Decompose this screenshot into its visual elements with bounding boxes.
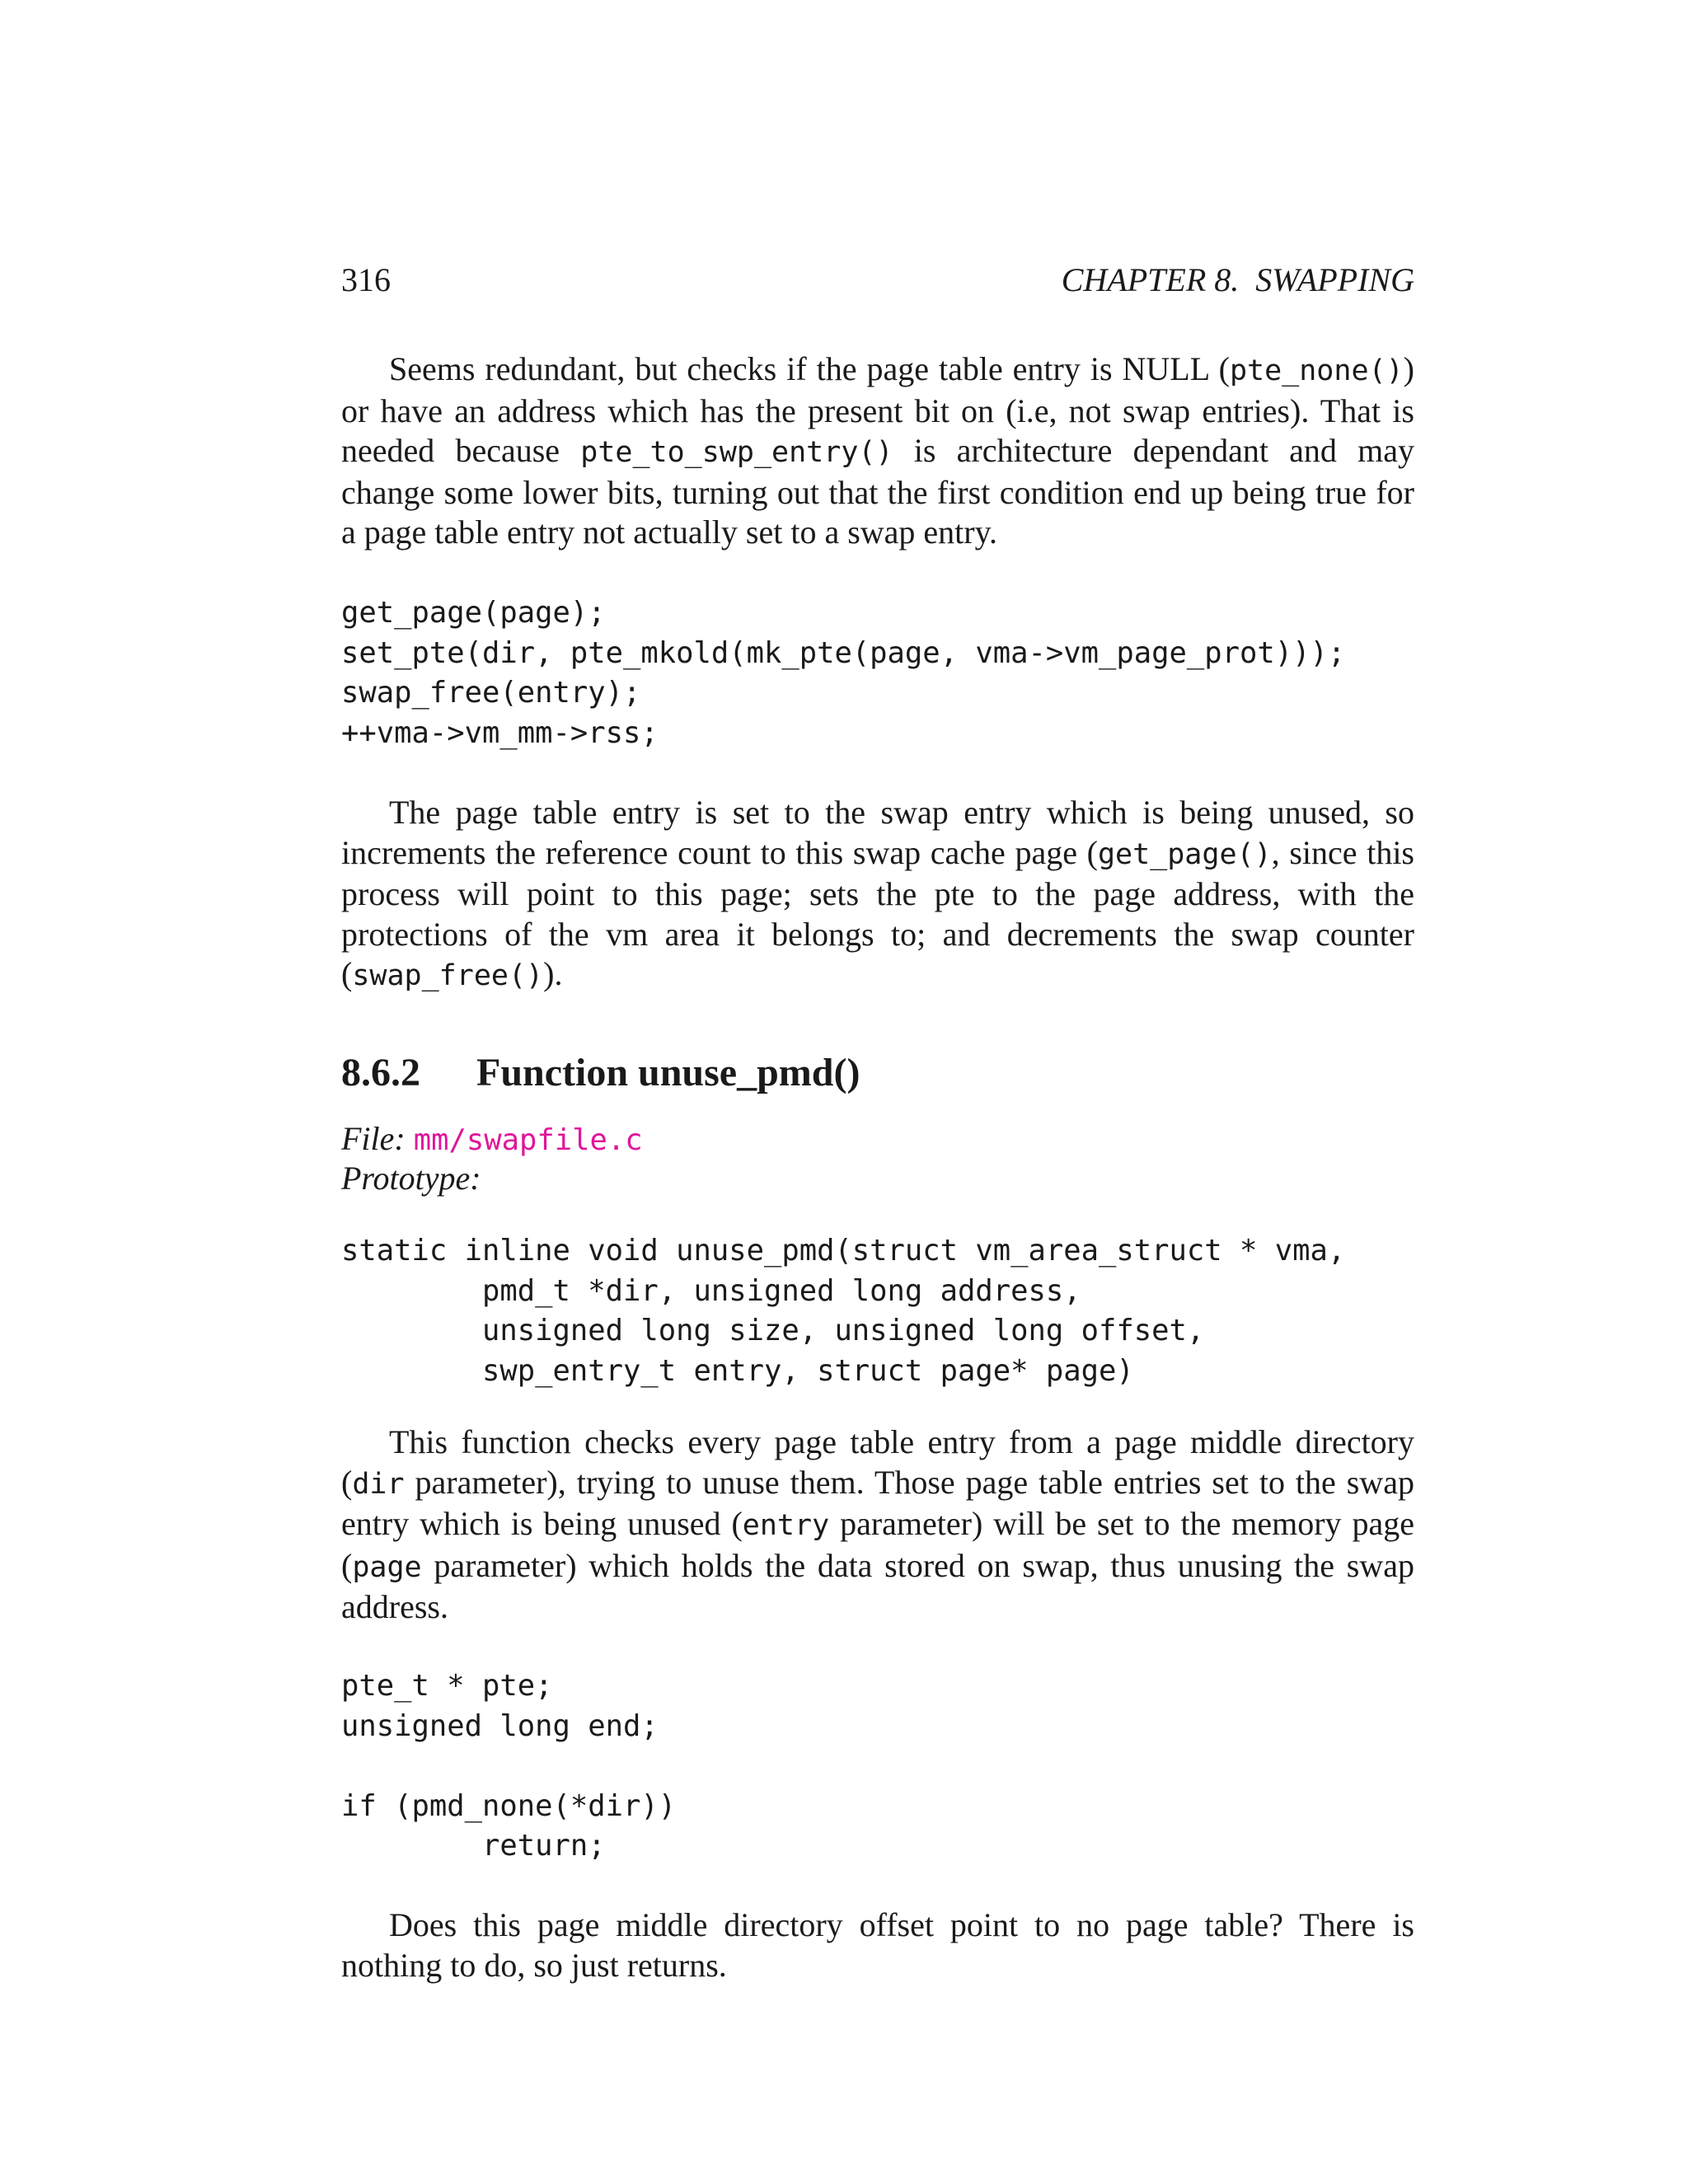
code-block-get-page — [341, 593, 1414, 753]
inline-code: swap_free() — [352, 959, 544, 992]
code-block-pte-declarations — [341, 1666, 1414, 1867]
inline-code: pte_to_swp_entry() — [580, 436, 893, 469]
para-text: ). — [543, 955, 563, 992]
prototype-line — [341, 1159, 1414, 1199]
prototype-label: Prototype: — [341, 1160, 481, 1197]
para-text: ) or have an address which has the present bit on (i.e, not swap entries). That is needed because — [341, 350, 1414, 469]
running-header — [341, 260, 1414, 307]
inline-code: dir — [352, 1467, 405, 1501]
section-heading — [341, 1048, 1414, 1098]
inline-code: entry — [742, 1509, 830, 1542]
inline-code: page — [352, 1550, 422, 1584]
page-number: 316 — [341, 261, 391, 298]
paragraph-pte-set — [341, 793, 1414, 996]
paragraph-pmd-none — [341, 1905, 1414, 1985]
code-listing: get_page(page); set_pte(dir, pte_mkold(mk_pte(page, vma->vm_page_prot))); swap_free(entry); ++vma->vm_mm->rss; — [341, 596, 1346, 750]
code-listing: static inline void unuse_pmd(struct vm_area_struct * vma, pmd_t *dir, unsigned long address, unsigned long size, unsigned long offset, swp_entry_t entry, struct page* page) — [341, 1234, 1346, 1388]
file-line — [341, 1119, 1414, 1161]
code-listing: pte_t * pte; unsigned long end; if (pmd_none(*dir)) return; — [341, 1669, 677, 1863]
paragraph-pte-check — [341, 349, 1414, 553]
inline-code: get_page() — [1097, 837, 1272, 871]
file-label: File: — [341, 1120, 406, 1157]
para-text: parameter) which holds the data stored on swap, thus unusing the swap address. — [341, 1546, 1414, 1625]
para-text: This function checks every page table entry from a page middle directory ( — [341, 1423, 1414, 1501]
para-text: parameter) will be set to the memory page ( — [341, 1505, 1414, 1584]
code-block-prototype — [341, 1231, 1414, 1391]
para-text: The page table entry is set to the swap entry which is being unused, so increments the reference count to this swap cache page ( — [341, 794, 1414, 871]
section-title: Function unuse_pmd() — [476, 1051, 860, 1094]
para-text: , since this process will point to this page; sets the pte to the page address, with the protections of the vm area it belongs to; and decrements the swap counter ( — [341, 833, 1414, 992]
para-text: parameter), trying to unuse them. Those page table entries set to the swap entry which is being unused ( — [341, 1463, 1414, 1542]
inline-code: pte_none() — [1229, 354, 1404, 387]
para-text: Seems redundant, but checks if the page table entry is NULL ( — [389, 350, 1230, 387]
chapter-title: CHAPTER 8. SWAPPING — [1061, 261, 1414, 298]
section-number: 8.6.2 — [341, 1051, 420, 1094]
paragraph-function-description — [341, 1422, 1414, 1628]
para-text: is architecture dependant and may change some lower bits, turning out that the first condition end up being true for a page table entry not actually set to a swap entry. — [341, 432, 1414, 551]
para-text: Does this page middle directory offset point to no page table? There is nothing to do, so just returns. — [341, 1906, 1414, 1984]
file-link[interactable]: mm/swapfile.c — [413, 1123, 643, 1157]
